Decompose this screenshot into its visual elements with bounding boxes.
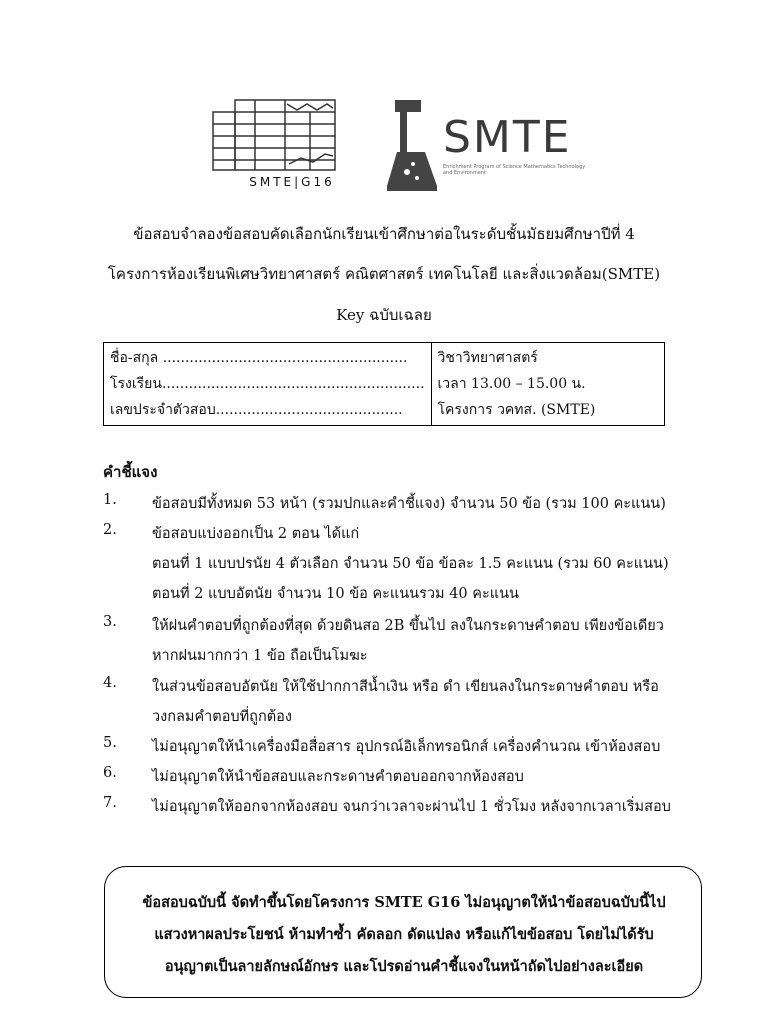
- item-text: ให้ฝนคำตอบที่ถูกต้องที่สุด ด้วยดินสอ 2B ขึ้นไป ลงในกระดาษคำตอบ เพียงข้อเดียว: [152, 618, 664, 634]
- smte-tagline: Enrichment Program of Science Mathematics Technology and Environment: [443, 164, 586, 176]
- project-label: โครงการ วคทส. (SMTE): [437, 402, 596, 418]
- item-number: 3.: [103, 614, 117, 630]
- exam-id-label: เลขประจำตัวสอบ..........................................: [110, 402, 403, 418]
- smte-logo: [385, 94, 605, 194]
- exam-title: ข้อสอบจำลองข้อสอบคัดเลือกนักเรียนเข้าศึกษาต่อในระดับชั้นมัธยมศึกษาปีที่ 4: [133, 225, 635, 243]
- item-text: หากฝนมากกว่า 1 ข้อ ถือเป็นโมฆะ: [152, 648, 368, 664]
- item-text: ข้อสอบแบ่งออกเป็น 2 ตอน ได้แก่: [152, 526, 360, 542]
- program-title: โครงการห้องเรียนพิเศษวิทยาศาสตร์ คณิตศาสตร์ เทคโนโลยี และสิ่งแวดล้อม(SMTE): [107, 265, 661, 283]
- item-text: ไม่อนุญาตให้นำเครื่องมือสื่อสาร อุปกรณ์อิเล็กทรอนิกส์ เครื่องคำนวณ เข้าห้องสอบ: [152, 739, 661, 755]
- notice-line: อนุญาตเป็นลายลักษณ์อักษร และโปรดอ่านคำชี้แจงในหน้าถัดไปอย่างละเอียด: [164, 958, 644, 975]
- smte-g16-logo: [205, 92, 365, 197]
- exam-details: [431, 343, 664, 426]
- notice-line: ข้อสอบฉบับนี้ จัดทำขึ้นโดยโครงการ SMTE G16 ไม่อนุญาตให้นำข้อสอบฉบับนี้ไป: [142, 894, 666, 911]
- name-label: ชื่อ-สกุล .......................................................: [110, 350, 408, 366]
- logo-area: [205, 92, 605, 202]
- candidate-info-table: [103, 342, 665, 426]
- answer-key-label: Key ฉบับเฉลย: [336, 306, 432, 324]
- table-row: [104, 343, 665, 426]
- g16-caption: SMTE|G16: [249, 175, 335, 189]
- item-text: ในส่วนข้อสอบอัตนัย ให้ใช้ปากกาสีน้ำเงิน หรือ ดำ เขียนลงในกระดาษคำตอบ หรือ: [152, 679, 659, 695]
- item-number: 5.: [103, 735, 117, 751]
- flask-icon: [385, 94, 445, 194]
- item-text: ไม่อนุญาตให้นำข้อสอบและกระดาษคำตอบออกจากห้องสอบ: [152, 769, 524, 785]
- subject-label: วิชาวิทยาศาสตร์: [437, 350, 538, 366]
- smte-wordmark: SMTE: [443, 112, 572, 163]
- building-icon: [205, 92, 365, 174]
- item-text: ข้อสอบมีทั้งหมด 53 หน้า (รวมปกและคำชี้แจง) จำนวน 50 ข้อ (รวม 100 คะแนน): [152, 496, 666, 512]
- time-label: เวลา 13.00 – 15.00 น.: [437, 376, 586, 392]
- notice-line: แสวงหาผลประโยชน์ ห้ามทำซ้ำ คัดลอก ดัดแปลง หรือแก้ไขข้อสอบ โดยไม่ได้รับ: [154, 926, 654, 943]
- item-number: 2.: [103, 522, 117, 538]
- name-field: [104, 343, 432, 426]
- item-number: 1.: [103, 492, 117, 508]
- item-text: ไม่อนุญาตให้ออกจากห้องสอบ จนกว่าเวลาจะผ่านไป 1 ชั่วโมง หลังจากเวลาเริ่มสอบ: [152, 799, 671, 815]
- school-label: โรงเรียน...........................................................: [110, 376, 425, 392]
- item-number: 7.: [103, 795, 117, 811]
- item-text: ตอนที่ 2 แบบอัตนัย จำนวน 10 ข้อ คะแนนรวม 40 คะแนน: [152, 586, 519, 602]
- copyright-notice-box: [104, 866, 702, 998]
- instructions-title: คำชี้แจง: [103, 463, 158, 481]
- item-number: 4.: [103, 675, 117, 691]
- item-text: วงกลมคำตอบที่ถูกต้อง: [152, 709, 292, 725]
- item-number: 6.: [103, 765, 117, 781]
- item-text: ตอนที่ 1 แบบปรนัย 4 ตัวเลือก จำนวน 50 ข้อ ข้อละ 1.5 คะแนน (รวม 60 คะแนน): [152, 556, 669, 572]
